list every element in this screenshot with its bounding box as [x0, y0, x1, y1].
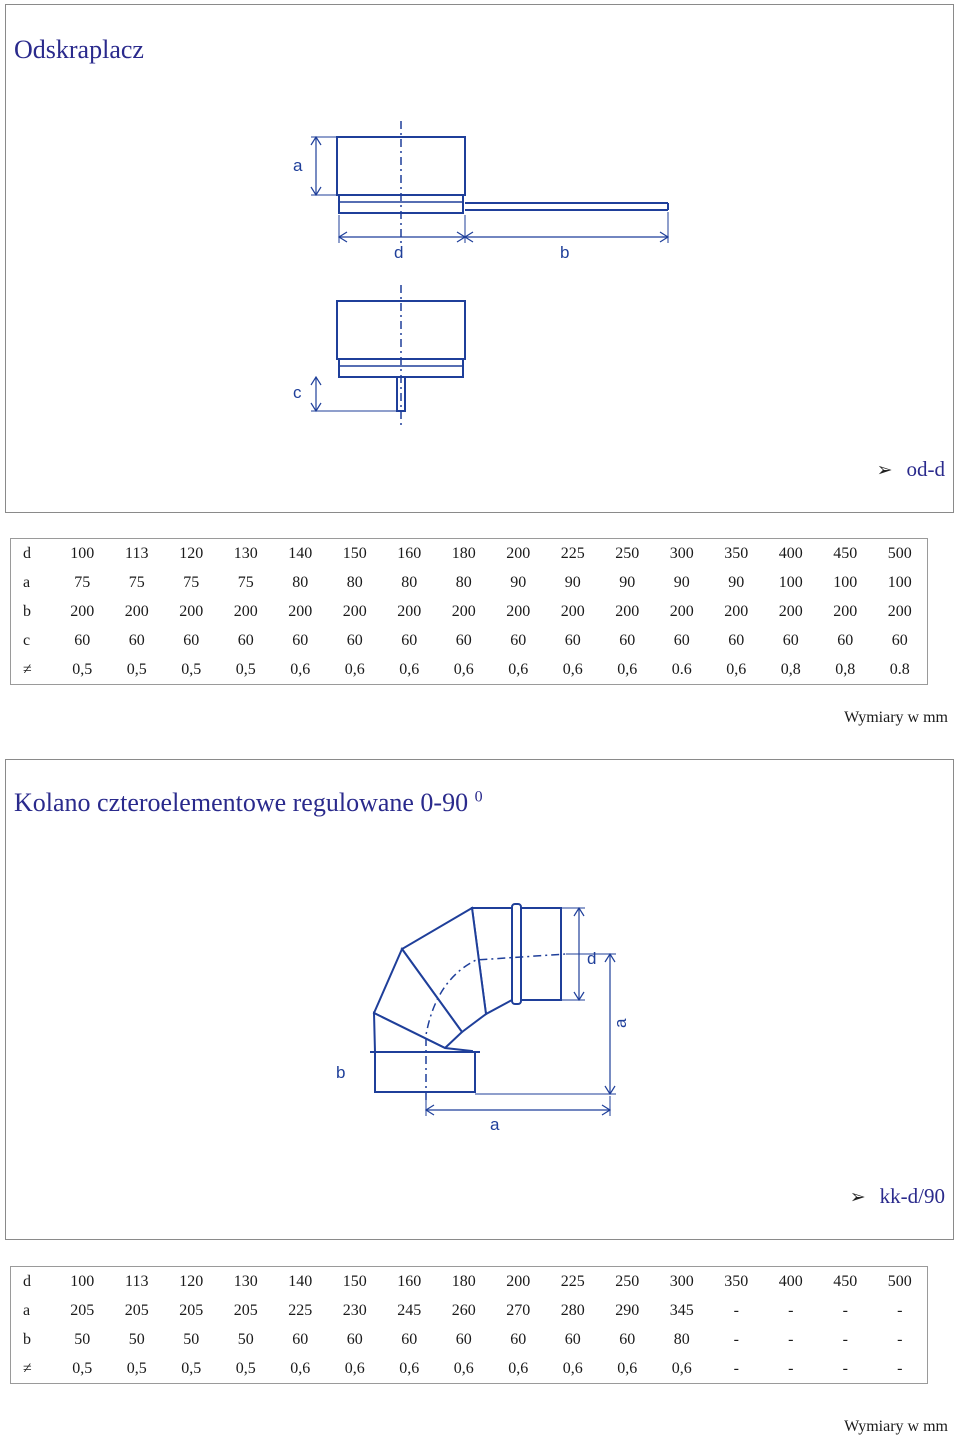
table-cell: 250 [615, 1272, 640, 1290]
table-cell: 60 [401, 1330, 418, 1348]
table-cell: 0,6 [344, 1359, 365, 1377]
table-cell: 113 [125, 544, 149, 562]
table-cell: 75 [237, 573, 254, 591]
table-cell: 60 [455, 631, 472, 649]
table-cell: 0,6 [617, 660, 638, 678]
row-label: d [23, 1272, 31, 1290]
table-cell: 205 [179, 1301, 204, 1319]
dim-label-a-horizontal: a [490, 1115, 500, 1134]
table-cell: 270 [506, 1301, 531, 1319]
table-cell: 0,6 [290, 660, 311, 678]
table-cell: 50 [128, 1330, 145, 1348]
table-cell: - [733, 1301, 739, 1319]
table-cell: 60 [401, 631, 418, 649]
table-cell: 60 [782, 631, 799, 649]
table-cell: 160 [397, 1272, 422, 1290]
table-cell: - [897, 1330, 903, 1348]
table-cell: 150 [342, 544, 367, 562]
table-cell: 140 [288, 544, 313, 562]
table-cell: 0,6 [671, 1359, 692, 1377]
section-title: Kolano czteroelementowe regulowane 0-90 $^0$ [14, 788, 483, 817]
table-cell: 60 [183, 631, 200, 649]
table-cell: 260 [451, 1301, 476, 1319]
table-cell: 0,5 [181, 660, 202, 678]
table-cell: 80 [673, 1330, 690, 1348]
table-cell: 280 [560, 1301, 585, 1319]
table-cell: - [897, 1301, 903, 1319]
dim-label-d: d [394, 243, 404, 262]
table-cell: 60 [237, 631, 254, 649]
table-cell: 0,5 [181, 1359, 202, 1377]
table-cell: 200 [887, 602, 912, 620]
table-row [11, 1325, 927, 1354]
table-cell: 350 [724, 1272, 749, 1290]
table-cell: 60 [564, 631, 581, 649]
table-cell: 100 [833, 573, 858, 591]
table-cell: 50 [237, 1330, 254, 1348]
table-cell: 120 [179, 1272, 204, 1290]
table-cell: - [788, 1301, 794, 1319]
dim-label-c: c [293, 383, 302, 402]
table-cell: - [733, 1359, 739, 1377]
table-cell: 0,5 [126, 1359, 147, 1377]
table-cell: 0,6 [453, 660, 474, 678]
table-cell: 205 [233, 1301, 258, 1319]
dimensions-table-1 [10, 538, 928, 685]
table-cell: 200 [70, 602, 95, 620]
table-cell: 60 [292, 1330, 309, 1348]
table-cell: 200 [506, 544, 531, 562]
table-cell: 0,6 [508, 660, 529, 678]
table-cell: 200 [833, 602, 858, 620]
table-cell: 0,6 [617, 1359, 638, 1377]
table-cell: 0,8 [780, 660, 801, 678]
dimensions-table-2 [10, 1266, 928, 1384]
kolano-panel [5, 759, 954, 1240]
table-cell: 60 [837, 631, 854, 649]
dim-label-a: a [293, 156, 303, 175]
table-cell: 0,6 [399, 660, 420, 678]
table-cell: 200 [124, 602, 149, 620]
row-label: ≠ [23, 660, 32, 678]
table-cell: 200 [397, 602, 422, 620]
table-cell: 200 [778, 602, 803, 620]
table-cell: 200 [506, 602, 531, 620]
table-cell: 290 [615, 1301, 640, 1319]
table-cell: - [897, 1359, 903, 1377]
table-cell: 0,6 [726, 660, 747, 678]
table-cell: 450 [833, 1272, 858, 1290]
table-cell: 90 [510, 573, 527, 591]
kolano-drawing [6, 760, 953, 1160]
table-cell: 100 [70, 1272, 95, 1290]
table-cell: 0,6 [399, 1359, 420, 1377]
table-cell: 450 [833, 544, 858, 562]
table-cell: 60 [128, 631, 145, 649]
table-cell: 140 [288, 1272, 313, 1290]
table-cell: 300 [669, 1272, 694, 1290]
table-cell: 200 [179, 602, 204, 620]
table-cell: 180 [451, 1272, 476, 1290]
table-cell: 300 [669, 544, 694, 562]
table-cell: 200 [506, 1272, 531, 1290]
table-cell: 113 [125, 1272, 149, 1290]
table-cell: 0,5 [235, 660, 256, 678]
table-cell: 0,6 [453, 1359, 474, 1377]
units-note: Wymiary w mm [844, 709, 948, 726]
table-cell: 90 [728, 573, 745, 591]
table-cell: 250 [615, 544, 640, 562]
table-cell: 200 [233, 602, 258, 620]
table-cell: - [733, 1330, 739, 1348]
table-cell: 60 [510, 631, 527, 649]
table-cell: 0.8 [889, 660, 910, 678]
table-cell: 75 [74, 573, 91, 591]
table-cell: 60 [346, 1330, 363, 1348]
table-cell: 60 [292, 631, 309, 649]
table-cell: 0,5 [126, 660, 147, 678]
table-row [11, 1354, 927, 1383]
table-row [11, 539, 927, 568]
product-code-2: ➢ kk-d/90 [849, 1184, 945, 1208]
table-cell: 225 [560, 1272, 585, 1290]
table-cell: 100 [70, 544, 95, 562]
dim-label-d2: d [587, 949, 597, 968]
elbow-end-bottom [375, 1052, 475, 1092]
table-cell: - [842, 1330, 848, 1348]
table-cell: 0,6 [290, 1359, 311, 1377]
table-cell: 225 [288, 1301, 313, 1319]
table-cell: 0,6 [562, 660, 583, 678]
table-cell: 160 [397, 544, 422, 562]
table-cell: 400 [778, 1272, 803, 1290]
table-cell: 90 [564, 573, 581, 591]
table-cell: - [842, 1301, 848, 1319]
table-cell: 200 [288, 602, 313, 620]
table-cell: - [842, 1359, 848, 1377]
table-cell: 60 [619, 631, 636, 649]
table-cell: 75 [128, 573, 145, 591]
table-row [11, 1267, 927, 1296]
table-row [11, 655, 927, 684]
dim-label-b: b [560, 243, 570, 262]
table-cell: 0,6 [344, 660, 365, 678]
table-cell: 60 [74, 631, 91, 649]
row-label: c [23, 631, 31, 649]
table-cell: 200 [615, 602, 640, 620]
elbow-ring [512, 904, 521, 1004]
table-cell: 200 [342, 602, 367, 620]
table-cell: 130 [233, 1272, 258, 1290]
table-cell: 200 [560, 602, 585, 620]
table-cell: 60 [455, 1330, 472, 1348]
table-row [11, 568, 927, 597]
table-cell: 500 [887, 544, 912, 562]
table-cell: - [788, 1359, 794, 1377]
odskraplacz-panel [5, 4, 954, 513]
table-cell: 0.6 [671, 660, 692, 678]
table-cell: 60 [728, 631, 745, 649]
table-cell: 60 [673, 631, 690, 649]
arrow-bullet-icon: ➢ [849, 1186, 866, 1208]
table-cell: 150 [342, 1272, 367, 1290]
table-cell: 75 [183, 573, 200, 591]
table-cell: 180 [451, 544, 476, 562]
table-cell: 0,8 [835, 660, 856, 678]
table-cell: 100 [887, 573, 912, 591]
table-cell: 345 [669, 1301, 694, 1319]
row-label: a [23, 1301, 31, 1319]
table-cell: 0,6 [562, 1359, 583, 1377]
table-cell: 120 [179, 544, 204, 562]
table-cell: 0,5 [72, 1359, 93, 1377]
table-cell: 400 [778, 544, 803, 562]
table-cell: 60 [619, 1330, 636, 1348]
table-cell: 80 [455, 573, 472, 591]
row-label: ≠ [23, 1359, 32, 1377]
table-cell: 245 [397, 1301, 422, 1319]
table-cell: 0,5 [72, 660, 93, 678]
table-cell: 200 [724, 602, 749, 620]
row-label: b [23, 602, 31, 620]
table-cell: 350 [724, 544, 749, 562]
row-label: d [23, 544, 31, 562]
table-cell: 100 [778, 573, 803, 591]
arrow-bullet-icon: ➢ [876, 459, 893, 481]
table-cell: 80 [401, 573, 418, 591]
table-cell: 205 [124, 1301, 149, 1319]
units-note-2: Wymiary w mm [844, 1418, 948, 1435]
row-label: a [23, 573, 31, 591]
table-cell: 60 [564, 1330, 581, 1348]
table-cell: 200 [451, 602, 476, 620]
table-cell: - [788, 1330, 794, 1348]
table-cell: 0,5 [235, 1359, 256, 1377]
dim-label-a-vertical: a [611, 1018, 630, 1028]
dim-label-b2: b [336, 1063, 346, 1082]
table-cell: 80 [292, 573, 309, 591]
table-row [11, 1296, 927, 1325]
table-cell: 60 [346, 631, 363, 649]
table-cell: 230 [342, 1301, 367, 1319]
table-cell: 50 [183, 1330, 200, 1348]
table-cell: 225 [560, 544, 585, 562]
table-cell: 0,6 [508, 1359, 529, 1377]
table-row [11, 597, 927, 626]
table-cell: 205 [70, 1301, 95, 1319]
product-code: ➢ od-d [876, 457, 945, 481]
table-cell: 500 [887, 1272, 912, 1290]
table-cell: 200 [669, 602, 694, 620]
table-row [11, 626, 927, 655]
page-title: Odskraplacz [14, 35, 144, 64]
table-cell: 130 [233, 544, 258, 562]
odskraplacz-drawing [6, 5, 953, 425]
table-cell: 60 [891, 631, 908, 649]
row-label: b [23, 1330, 31, 1348]
table-cell: 80 [346, 573, 363, 591]
table-cell: 90 [673, 573, 690, 591]
table-cell: 90 [619, 573, 636, 591]
table-cell: 50 [74, 1330, 91, 1348]
table-cell: 60 [510, 1330, 527, 1348]
